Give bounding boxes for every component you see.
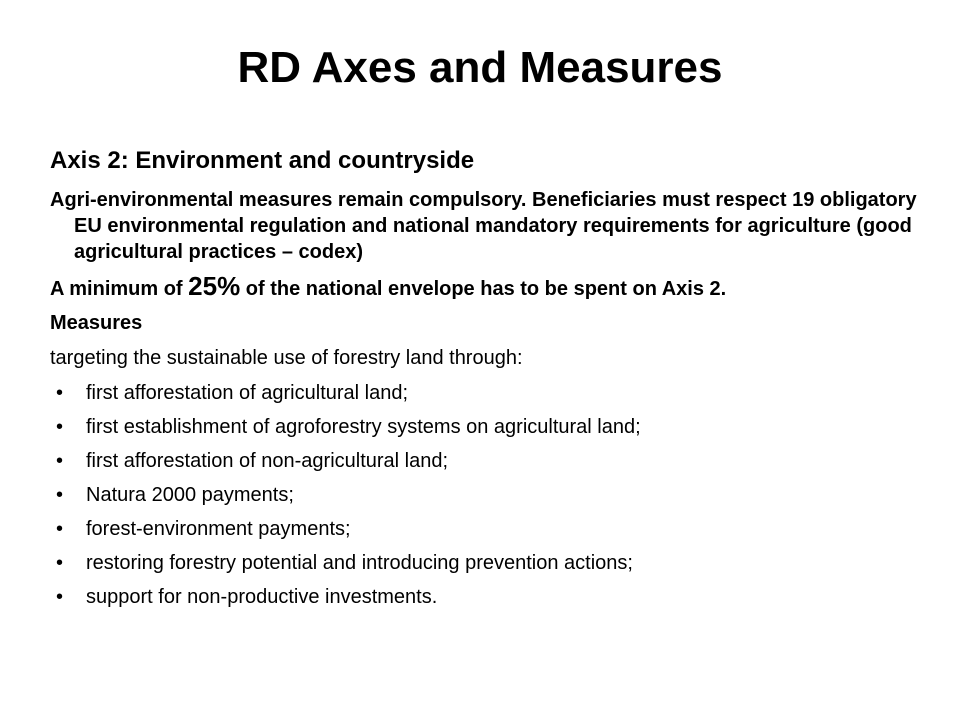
list-item-text: first afforestation of non-agricultural land; xyxy=(86,450,449,472)
axis-heading: Axis 2: Environment and countryside xyxy=(50,147,475,174)
compulsory-measures-paragraph: Agri-environmental measures remain compulsory. Beneficiaries must respect 19 obligatory EU environmental regulation and national mandatory requirements for agriculture (good agricultural practices – codex) xyxy=(50,189,917,263)
list-item-text: first establishment of agroforestry systems on agricultural land; xyxy=(86,416,641,438)
bullet-icon: • xyxy=(56,586,64,608)
list-item xyxy=(50,414,930,440)
slide-body xyxy=(50,145,930,618)
bullet-icon: • xyxy=(56,552,64,574)
bullet-icon: • xyxy=(56,518,64,540)
list-item-text: forest-environment payments; xyxy=(86,518,351,540)
list-item xyxy=(50,516,930,542)
list-item-text: first afforestation of agricultural land; xyxy=(86,382,409,404)
minimum-spend-text-before: A minimum of xyxy=(50,278,189,300)
bullet-icon: • xyxy=(56,416,64,438)
bullet-icon: • xyxy=(56,484,64,506)
slide-title: RD Axes and Measures xyxy=(237,43,723,92)
list-item xyxy=(50,550,930,576)
minimum-spend-percentage: 25% xyxy=(188,271,241,301)
list-item-text: restoring forestry potential and introducing prevention actions; xyxy=(86,552,633,574)
list-item-text: Natura 2000 payments; xyxy=(86,484,294,506)
list-item xyxy=(50,482,930,508)
list-item xyxy=(50,380,930,406)
list-item xyxy=(50,448,930,474)
bullet-icon: • xyxy=(56,382,64,404)
measures-list xyxy=(50,380,930,610)
list-item-text: support for non-productive investments. xyxy=(86,586,438,608)
measures-intro: targeting the sustainable use of forestry land through: xyxy=(50,347,523,369)
measures-label: Measures xyxy=(50,312,143,334)
bullet-icon: • xyxy=(56,450,64,472)
list-item xyxy=(50,584,930,610)
minimum-spend-text-after: of the national envelope has to be spent on Axis 2. xyxy=(240,278,727,300)
minimum-spend-paragraph xyxy=(50,273,930,302)
